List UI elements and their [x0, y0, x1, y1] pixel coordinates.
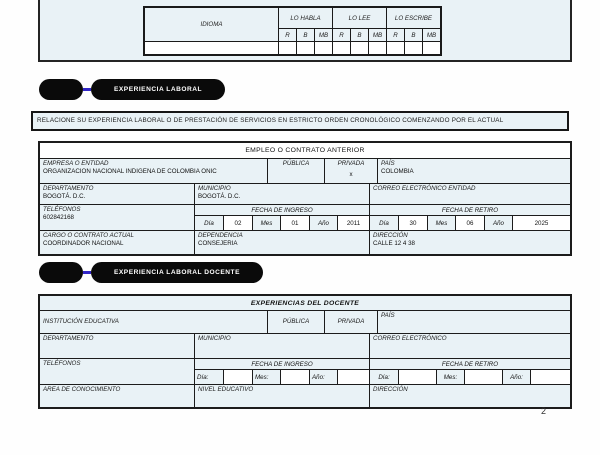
- fecha-ingreso-header: FECHA DE INGRESO: [195, 359, 369, 370]
- ingreso-ano-value: [337, 370, 369, 384]
- pais-value: COLOMBIA: [381, 168, 414, 175]
- nivel-educativo-label: NIVEL EDUCATIVO: [198, 386, 254, 393]
- idioma-section-box: [38, 0, 572, 62]
- section-title: EXPERIENCIA LABORAL: [91, 79, 225, 100]
- retiro-dia-value: [398, 370, 436, 384]
- fecha-retiro-block: [369, 359, 570, 384]
- correo-cell: [369, 334, 570, 358]
- lo-escribe-header: LO ESCRIBE: [387, 7, 442, 29]
- direccion-label: DIRECCIÓN: [373, 232, 408, 239]
- direccion-value: CALLE 12 4 38: [373, 240, 415, 247]
- ingreso-dia-label: Día:: [195, 370, 223, 384]
- dependencia-value: CONSEJERIA: [198, 240, 238, 247]
- lo-habla-header: LO HABLA: [279, 7, 333, 29]
- direccion-cell: [369, 385, 570, 407]
- ingreso-ano-label: Año: [309, 216, 337, 230]
- retiro-ano-value: 2025: [512, 216, 570, 230]
- section-number-pill: [39, 79, 83, 100]
- section-title: EXPERIENCIA LABORAL DOCENTE: [91, 262, 263, 283]
- cargo-label: CARGO O CONTRATO ACTUAL: [43, 232, 134, 239]
- municipio-label: MUNICIPIO: [198, 185, 231, 192]
- ingreso-mes-label: Mes: [252, 216, 280, 230]
- cargo-value: COORDINADOR NACIONAL: [43, 240, 124, 247]
- retiro-mes-value: 06: [455, 216, 484, 230]
- idioma-value-cell: [144, 42, 279, 56]
- page-number: 2: [541, 406, 547, 416]
- ingreso-dia-value: 02: [223, 216, 252, 230]
- pais-cell: [377, 159, 570, 183]
- publica-label: PÚBLICA: [282, 160, 310, 167]
- section-experiencia-docente: [39, 262, 263, 283]
- telefonos-value: 602842168: [43, 214, 74, 221]
- correo-entidad-cell: [369, 184, 570, 204]
- lee-mb-header: MB: [369, 29, 387, 42]
- empresa-value: ORGANIZACION NACIONAL INDIGENA DE COLOMBIA ONIC: [43, 168, 217, 175]
- ingreso-dia-value: [223, 370, 252, 384]
- ingreso-dia-label: Día: [195, 216, 223, 230]
- departamento-cell: [40, 184, 194, 204]
- telefonos-cell: [40, 359, 194, 384]
- telefonos-label: TELÉFONOS: [43, 206, 81, 213]
- pais-label: PAÍS: [381, 160, 395, 167]
- fecha-ingreso-block: [194, 359, 369, 384]
- telefonos-label: TELÉFONOS: [43, 360, 81, 367]
- pais-cell: [377, 311, 570, 333]
- lee-b-header: B: [351, 29, 369, 42]
- retiro-dia-label: Día:: [370, 370, 398, 384]
- empleo-table: [38, 141, 572, 256]
- empresa-label: EMPRESA O ENTIDAD: [43, 160, 109, 167]
- institucion-cell: [40, 311, 267, 333]
- municipio-cell: [194, 334, 369, 358]
- escribe-mb-header: MB: [423, 29, 442, 42]
- idioma-empty-row: [144, 42, 441, 56]
- departamento-label: DEPARTAMENTO: [43, 335, 94, 342]
- ingreso-ano-label: Año:: [309, 370, 337, 384]
- pill-connector: [83, 88, 91, 91]
- direccion-label: DIRECCIÓN: [373, 386, 408, 393]
- privada-cell: [324, 311, 377, 333]
- privada-label: PRIVADA: [337, 318, 365, 325]
- docente-table-title: EXPERIENCIAS DEL DOCENTE: [250, 299, 360, 307]
- section-experiencia-laboral: [39, 79, 225, 100]
- nivel-educativo-cell: [194, 385, 369, 407]
- departamento-value: BOGOTÁ. D.C.: [43, 193, 86, 200]
- fecha-ingreso-block: [194, 205, 369, 230]
- publica-cell: [267, 311, 324, 333]
- telefonos-cell: [40, 205, 194, 230]
- publica-cell: [267, 159, 324, 183]
- municipio-label: MUNICIPIO: [198, 335, 231, 342]
- privada-value: x: [349, 171, 353, 178]
- habla-b-header: B: [297, 29, 315, 42]
- retiro-dia-value: 30: [398, 216, 427, 230]
- escribe-b-header: B: [405, 29, 423, 42]
- retiro-mes-label: Mes:: [436, 370, 464, 384]
- area-conocimiento-label: AREA DE CONOCIMIENTO: [43, 386, 121, 393]
- fecha-retiro-block: [369, 205, 570, 230]
- institucion-label: INSTITUCIÓN EDUCATIVA: [43, 318, 119, 325]
- pais-label: PAÍS: [381, 312, 395, 319]
- privada-cell: [324, 159, 377, 183]
- ingreso-ano-value: 2011: [337, 216, 369, 230]
- publica-label: PÚBLICA: [282, 318, 310, 325]
- retiro-mes-value: [464, 370, 502, 384]
- ingreso-mes-value: [280, 370, 309, 384]
- ingreso-mes-value: 01: [280, 216, 309, 230]
- habla-mb-header: MB: [315, 29, 333, 42]
- escribe-r-header: R: [387, 29, 405, 42]
- departamento-label: DEPARTAMENTO: [43, 185, 94, 192]
- municipio-cell: [194, 184, 369, 204]
- empleo-table-title: EMPLEO O CONTRATO ANTERIOR: [245, 147, 365, 154]
- pill-connector: [83, 271, 91, 274]
- dependencia-label: DEPENDENCIA: [198, 232, 243, 239]
- docente-table: [38, 294, 572, 409]
- retiro-mes-label: Mes: [427, 216, 455, 230]
- cargo-cell: [40, 231, 194, 254]
- ingreso-mes-label: Mes:: [252, 370, 280, 384]
- empresa-cell: [40, 159, 267, 183]
- correo-entidad-label: CORREO ELECTRÓNICO ENTIDAD: [373, 185, 476, 192]
- idioma-header-cell: IDIOMA: [144, 7, 279, 42]
- dependencia-cell: [194, 231, 369, 254]
- fecha-retiro-header: FECHA DE RETIRO: [370, 205, 570, 216]
- retiro-ano-label: Año:: [502, 370, 530, 384]
- retiro-ano-label: Año: [484, 216, 512, 230]
- idioma-table: [143, 6, 442, 56]
- retiro-dia-label: Día: [370, 216, 398, 230]
- fecha-ingreso-header: FECHA DE INGRESO: [195, 205, 369, 216]
- correo-label: CORREO ELECTRÓNICO: [373, 335, 447, 342]
- retiro-ano-value: [530, 370, 570, 384]
- area-conocimiento-cell: [40, 385, 194, 407]
- direccion-cell: [369, 231, 570, 254]
- privada-label: PRIVADA: [337, 160, 365, 167]
- departamento-cell: [40, 334, 194, 358]
- municipio-value: BOGOTÁ. D.C.: [198, 193, 241, 200]
- lo-lee-header: LO LEE: [333, 7, 387, 29]
- section-number-pill: [39, 262, 83, 283]
- lee-r-header: R: [333, 29, 351, 42]
- fecha-retiro-header: FECHA DE RETIRO: [370, 359, 570, 370]
- habla-r-header: R: [279, 29, 297, 42]
- instruction-bar: RELACIONE SU EXPERIENCIA LABORAL O DE PRESTACIÓN DE SERVICIOS EN ESTRICTO ORDEN CRONOLÓGICO COMENZANDO POR EL ACTUAL: [31, 111, 569, 131]
